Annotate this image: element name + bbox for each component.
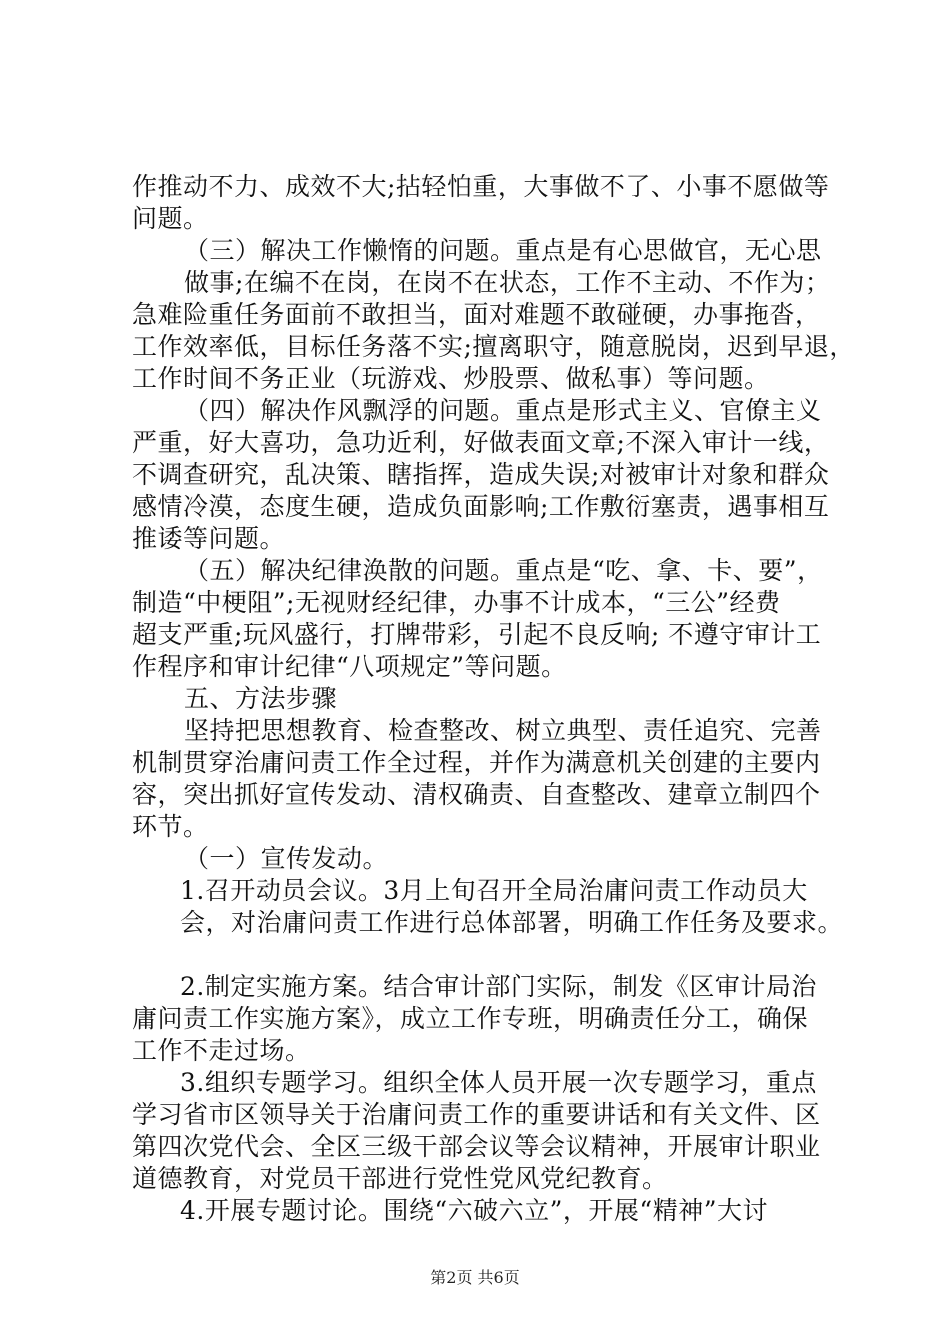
body-line: 会，对治庸问责工作进行总体部署，明确工作任务及要求。	[180, 908, 844, 937]
body-line: 环节。	[132, 812, 209, 841]
body-line: 作推动不力、成效不大;拈轻怕重，大事做不了、小事不愿做等	[132, 172, 830, 201]
body-line: （五）解决纪律涣散的问题。重点是“吃、拿、卡、要”，	[184, 556, 823, 585]
body-line: 工作时间不务正业（玩游戏、炒股票、做私事）等问题。	[132, 364, 770, 393]
body-line: 庸问责工作实施方案》，成立工作专班，明确责任分工，确保	[132, 1004, 809, 1033]
body-line: 不调查研究，乱决策、瞎指挥，造成失误;对被审计对象和群众	[132, 460, 830, 489]
body-line: （四）解决作风飘浮的问题。重点是形式主义、官僚主义	[184, 396, 822, 425]
page-number-footer: 第2页 共6页	[430, 1268, 520, 1287]
body-line: 问题。	[132, 204, 209, 233]
body-line: 3.组织专题学习。组织全体人员开展一次专题学习，重点	[180, 1068, 817, 1097]
body-line: 超支严重;玩风盛行，打牌带彩，引起不良反响; 不遵守审计工	[132, 620, 822, 649]
body-line: 工作效率低，目标任务落不实;擅离职守，随意脱岗，迟到早退，	[132, 332, 855, 361]
section-heading: 五、方法步骤	[184, 684, 338, 713]
body-line: 工作不走过场。	[132, 1036, 311, 1065]
body-line: 坚持把思想教育、检查整改、树立典型、责任追究、完善	[184, 716, 822, 745]
body-line: 机制贯穿治庸问责工作全过程，并作为满意机关创建的主要内	[132, 748, 821, 777]
body-line: 道德教育，对党员干部进行党性党风党纪教育。	[132, 1164, 668, 1193]
subsection-heading: （一）宣传发动。	[184, 844, 389, 873]
body-line: 急难险重任务面前不敢担当，面对难题不敢碰硬，办事拖沓，	[132, 300, 821, 329]
body-line: 推诿等问题。	[132, 524, 286, 553]
body-line: 1.召开动员会议。3月上旬召开全局治庸问责工作动员大	[180, 876, 808, 905]
body-line: 严重，好大喜功，急功近利，好做表面文章;不深入审计一线，	[132, 428, 830, 457]
body-line: 作程序和审计纪律“八项规定”等问题。	[132, 652, 567, 681]
body-line: 学习省市区领导关于治庸问责工作的重要讲话和有关文件、区	[132, 1100, 821, 1129]
body-line: （三）解决工作懒惰的问题。重点是有心思做官，无心思	[184, 236, 822, 265]
body-line: 容，突出抓好宣传发动、清权确责、自查整改、建章立制四个	[132, 780, 821, 809]
body-line: 2.制定实施方案。结合审计部门实际，制发《区审计局治	[180, 972, 817, 1001]
body-line: 制造“中梗阻”;无视财经纪律，办事不计成本，“三公”经费	[132, 588, 781, 617]
body-line: 4.开展专题讨论。围绕“六破六立”，开展“精神”大讨	[180, 1196, 768, 1225]
body-line: 第四次党代会、全区三级干部会议等会议精神，开展审计职业	[132, 1132, 821, 1161]
body-line: 做事;在编不在岗，在岗不在状态，工作不主动、不作为；	[184, 268, 831, 297]
body-line: 感情冷漠，态度生硬，造成负面影响;工作敷衍塞责，遇事相互	[132, 492, 830, 521]
